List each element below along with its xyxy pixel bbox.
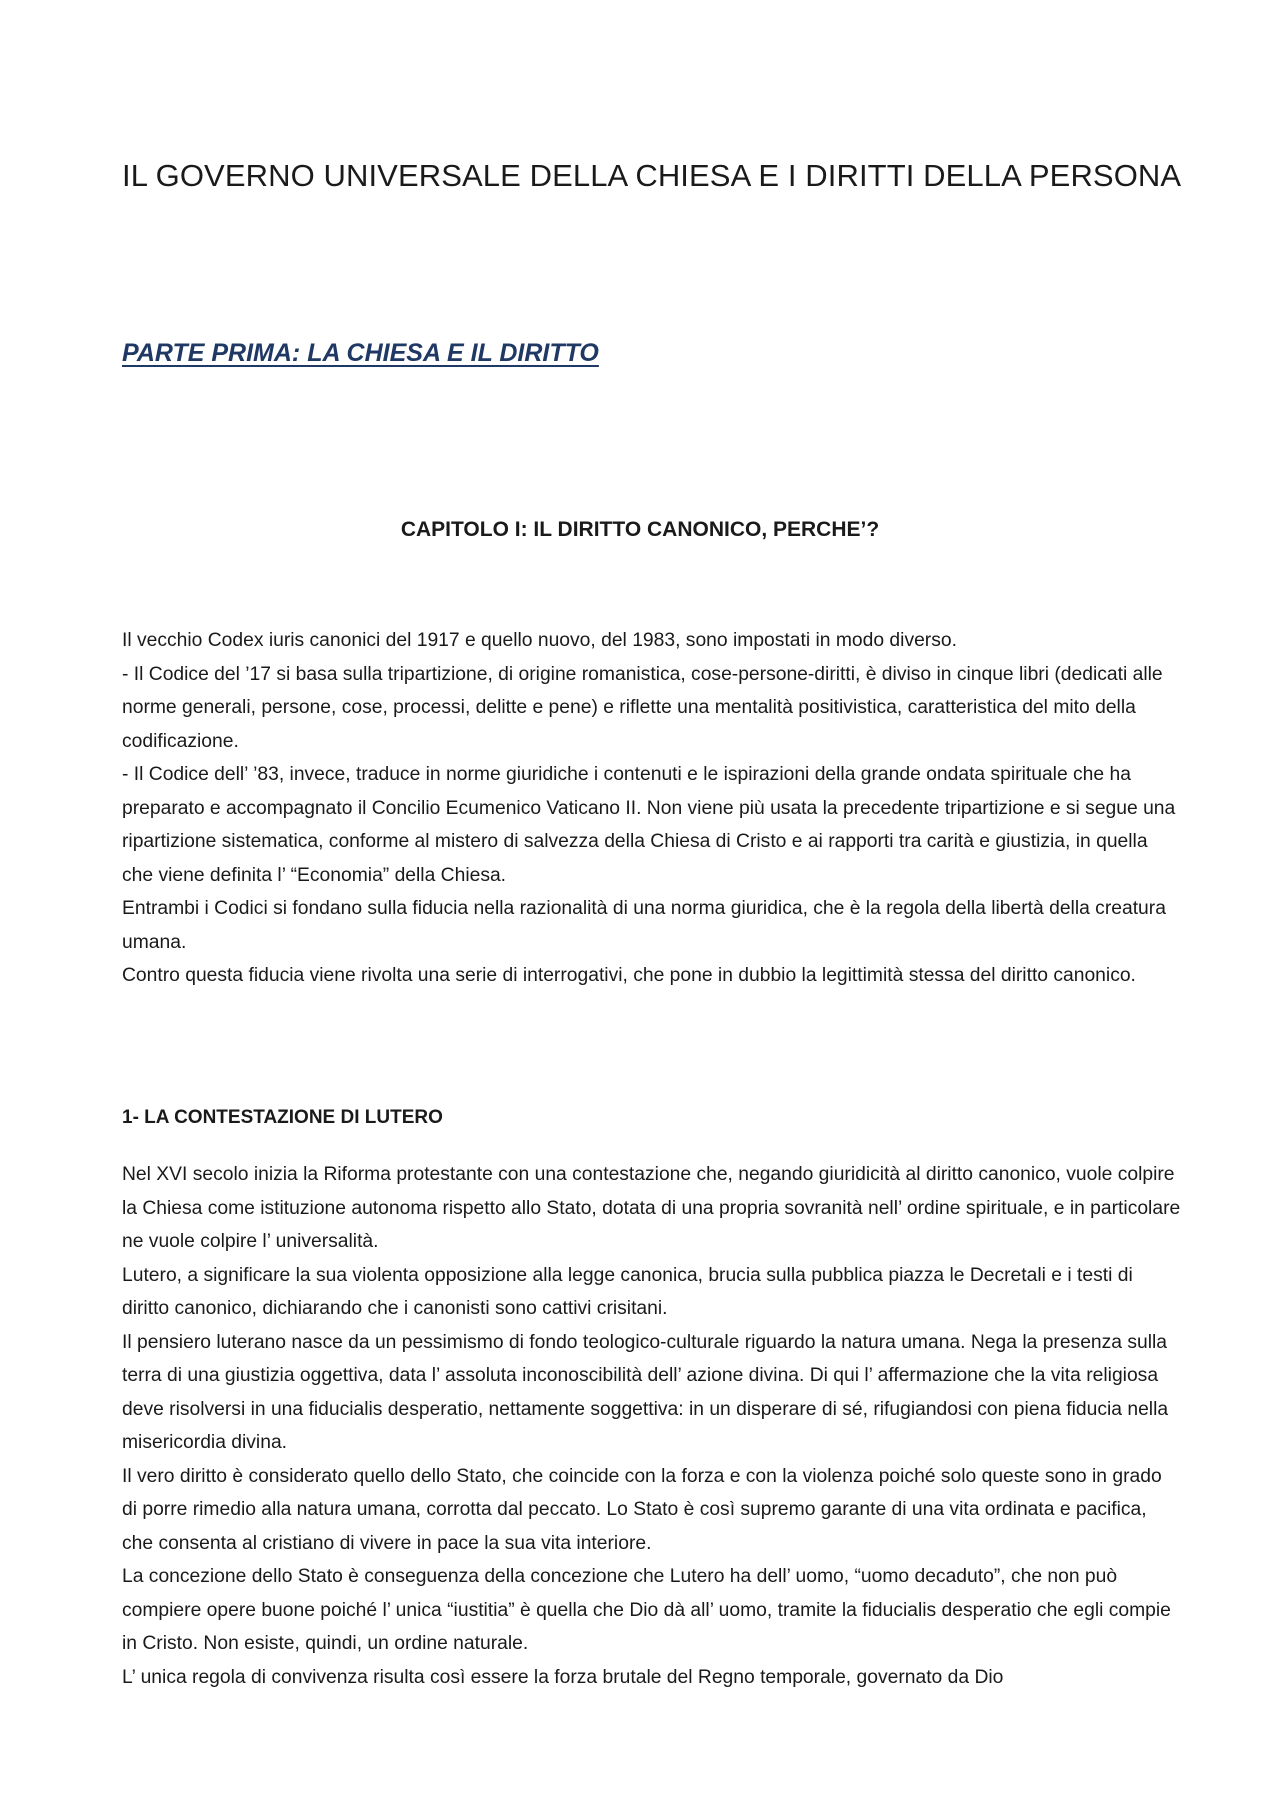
paragraph: Il vero diritto è considerato quello dello Stato, che coincide con la forza e con la violenza poiché solo queste sono in grado di porre rimedio alla natura umana, corrotta dal peccato. Lo Stato è così supremo garante di una vita ordinata e pacifica, che consenta al cristiano di vivere in pace la sua vita interiore.: [122, 1465, 1162, 1554]
paragraph: - Il Codice dell’ ’83, invece, traduce in norme giuridiche i contenuti e le ispirazioni della grande ondata spirituale che ha preparato e accompagnato il Concilio Ecumenico Vaticano II. Non viene più usata la precedente tripartizione e si segue una ripartizione sistematica, conforme al mistero di salvezza della Chiesa di Cristo e ai rapporti tra carità e giustizia, in quella che viene definita l’ “Economia” della Chiesa.: [122, 764, 1176, 886]
paragraph: Lutero, a significare la sua violenta opposizione alla legge canonica, brucia sulla pubblica piazza le Decretali e i testi di diritto canonico, dichiarando che i canonisti sono cattivi crisitani.: [122, 1264, 1133, 1319]
paragraph: Il pensiero luterano nasce da un pessimismo di fondo teologico-culturale riguardo la natura umana. Nega la presenza sulla terra di una giustizia oggettiva, data l’ assoluta inconoscibilità dell’ azione divina. Di qui l’ affermazione che la vita religiosa deve risolversi in una fiducialis desperatio, nettamente soggettiva: in un disperare di sé, rifugiandosi con piena fiducia nella misericordia divina.: [122, 1331, 1169, 1453]
part-title: PARTE PRIMA: LA CHIESA E IL DIRITTO: [122, 339, 599, 367]
section-text: [122, 1158, 1182, 1694]
chapter-title: CAPITOLO I: IL DIRITTO CANONICO, PERCHE’?: [400, 518, 880, 541]
document-title: IL GOVERNO UNIVERSALE DELLA CHIESA E I DIRITTI DELLA PERSONA: [122, 158, 1182, 193]
paragraph: L’ unica regola di convivenza risulta così essere la forza brutale del Regno temporale, governato da Dio: [122, 1666, 1004, 1688]
paragraph: Il vecchio Codex iuris canonici del 1917 e quello nuovo, del 1983, sono impostati in modo diverso.: [122, 630, 957, 651]
paragraph: La concezione dello Stato è conseguenza della concezione che Lutero ha dell’ uomo, “uomo decaduto”, che non può compiere opere buone poiché l’ unica “iustitia” è quella che Dio dà all’ uomo, tramite la fiducialis desperatio che egli compie in Cristo. Non esiste, quindi, un ordine naturale.: [122, 1566, 1171, 1654]
paragraph: Entrambi i Codici si fondano sulla fiducia nella razionalità di una norma giuridica, che è la regola della libertà della creatura umana.: [122, 898, 1166, 953]
intro-text: [122, 624, 1182, 993]
paragraph: Contro questa fiducia viene rivolta una serie di interrogativi, che pone in dubbio la legittimità stessa del diritto canonico.: [122, 965, 1136, 986]
section-heading: 1- LA CONTESTAZIONE DI LUTERO: [122, 1107, 443, 1128]
paragraph: - Il Codice del ’17 si basa sulla tripartizione, di origine romanistica, cose-persone-diritti, è diviso in cinque libri (dedicati alle norme generali, persone, cose, processi, delitte e pene) e riflette una mentalità positivistica, caratteristica del mito della codificazione.: [122, 663, 1163, 752]
paragraph: Nel XVI secolo inizia la Riforma protestante con una contestazione che, negando giuridicità al diritto canonico, vuole colpire la Chiesa come istituzione autonoma rispetto allo Stato, dotata di una propria sovranità nell’ ordine spirituale, e in particolare ne vuole colpire l’ universalità.: [122, 1164, 1181, 1252]
